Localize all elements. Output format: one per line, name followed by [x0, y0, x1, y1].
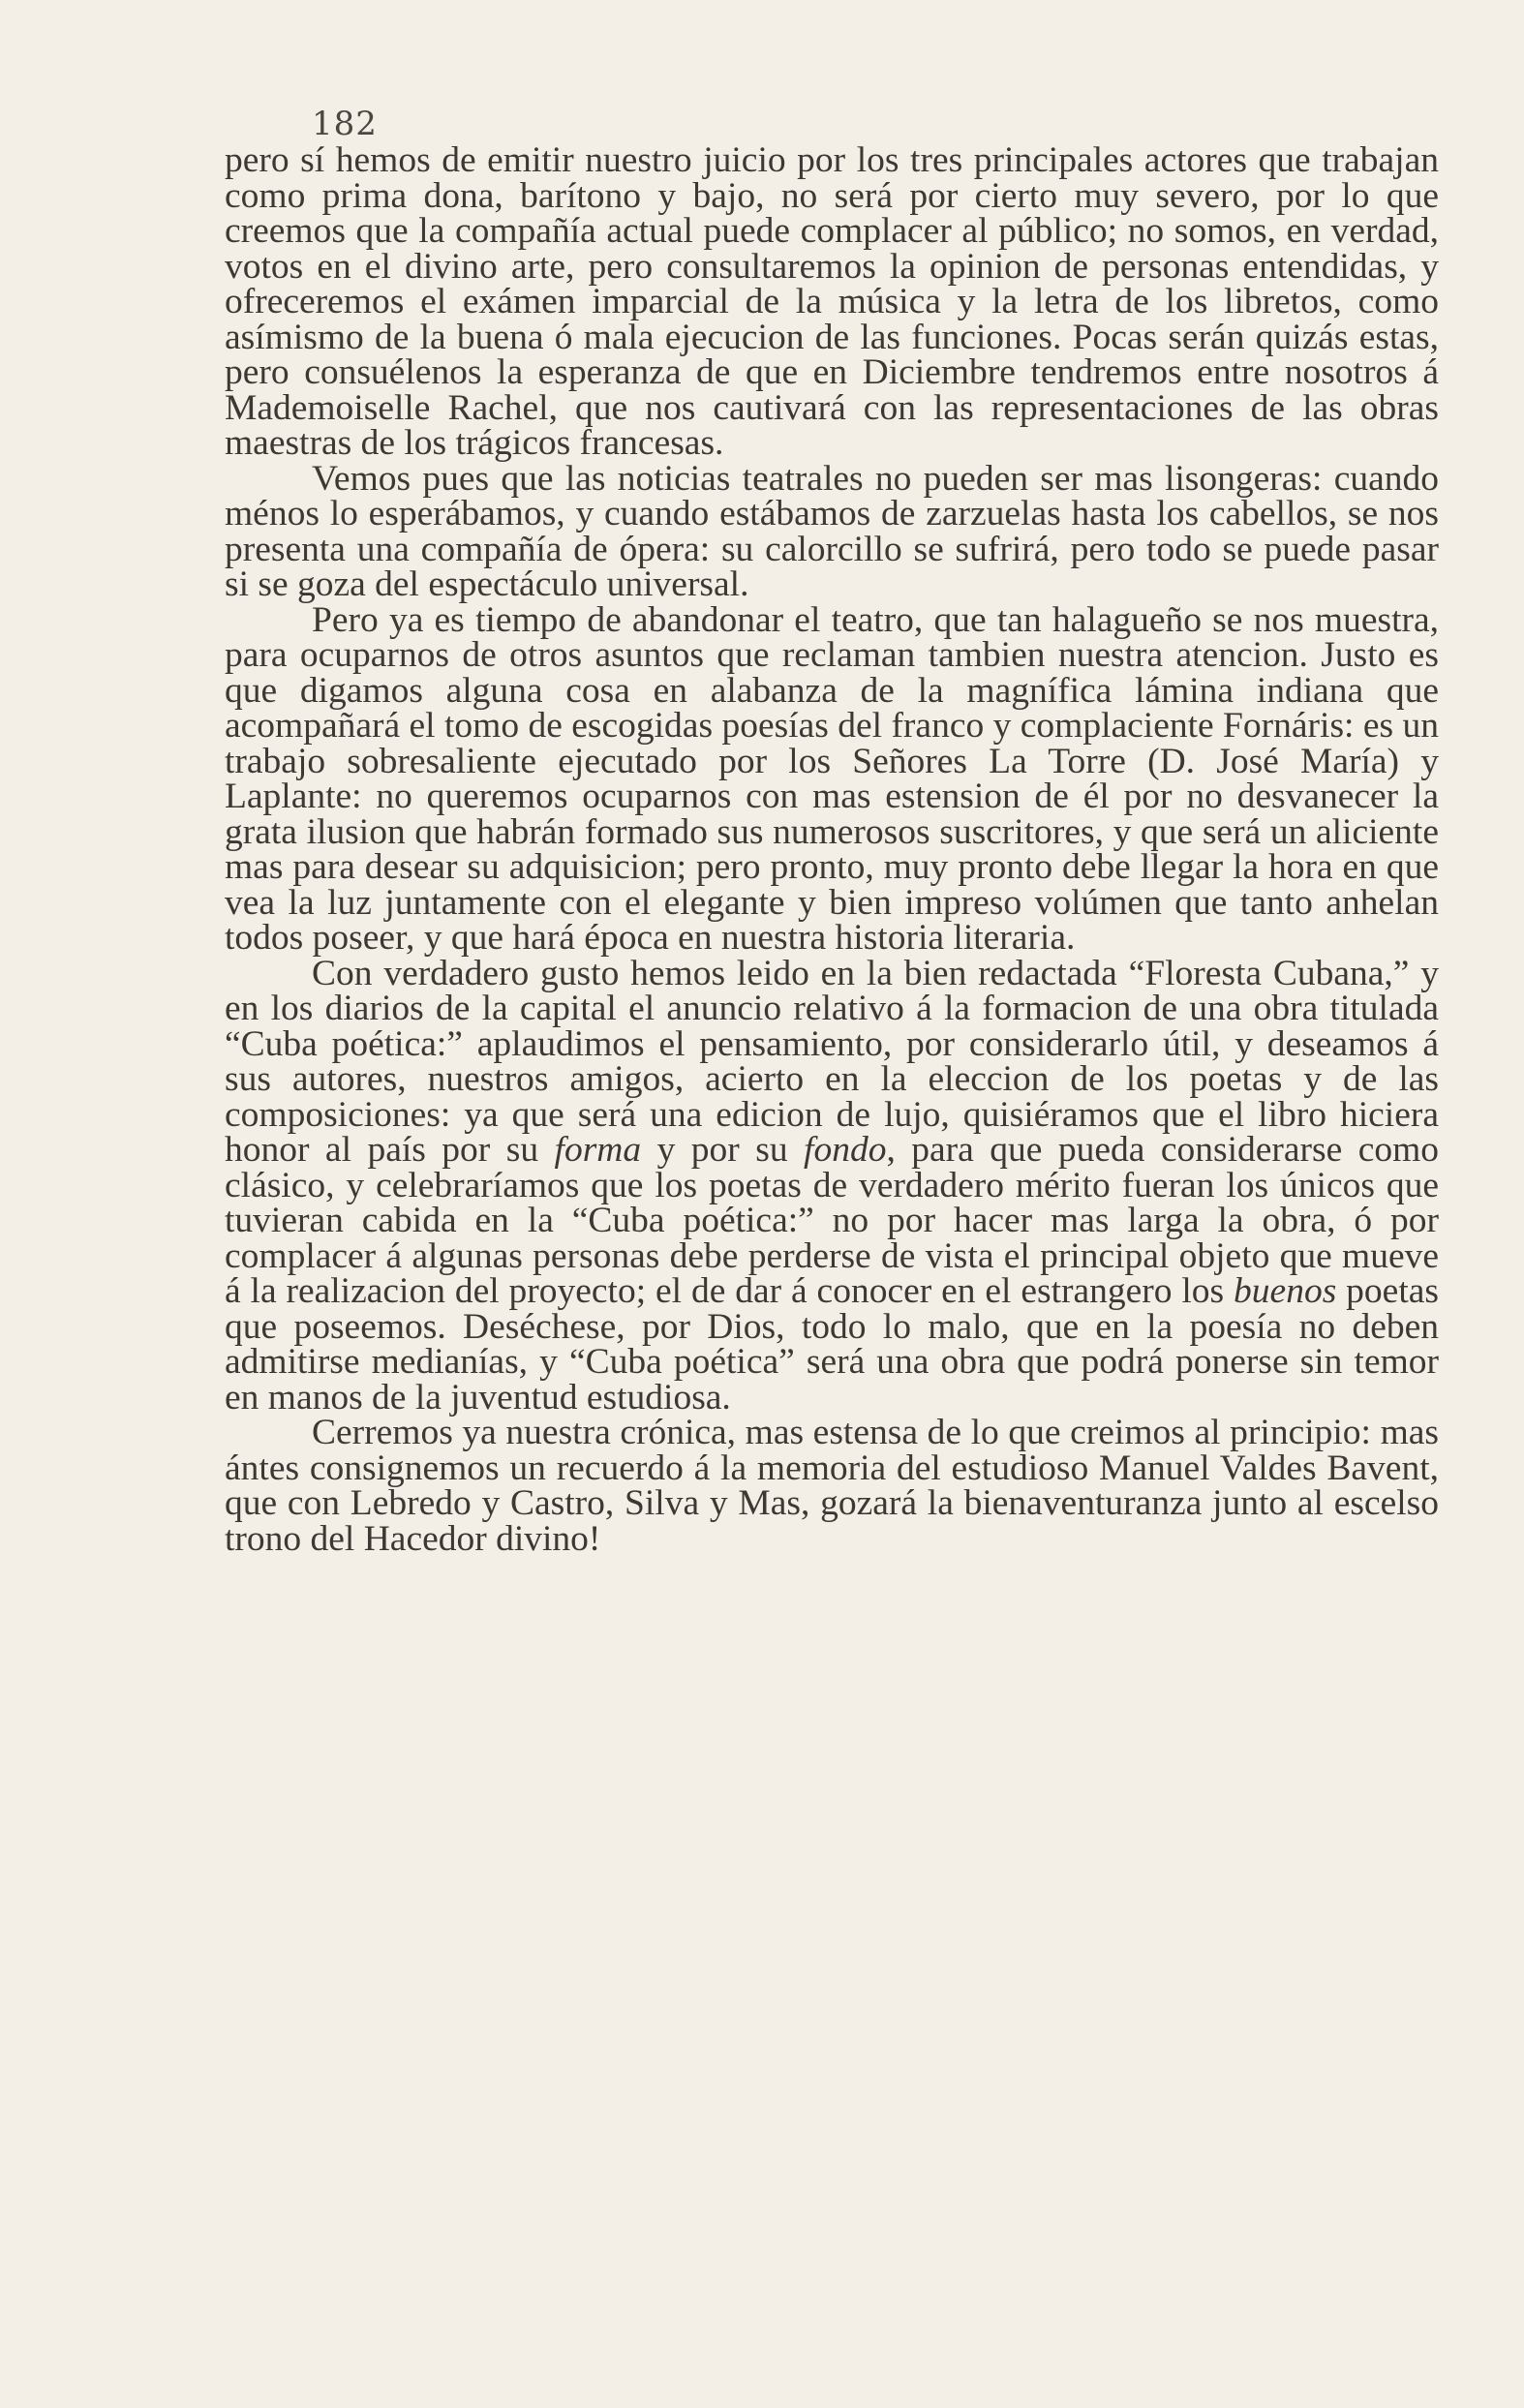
paragraph-2 — [225, 458, 1439, 604]
paragraph-3 — [225, 599, 1439, 958]
text-segment: Vemos pues que las noticias teatrales no pueden ser mas lisongeras: cuando ménos lo esperábamos, y cuando estábamos de zarzuelas hasta los cabellos, se nos presenta una compañía de ópera: su calorcillo se sufrirá, pero todo se puede pasar si se goza del espectáculo universal. — [225, 458, 1439, 604]
text-segment: y por su — [641, 1130, 805, 1170]
text-segment: Cerremos ya nuestra crónica, mas estensa de lo que creimos al principio: mas ántes consignemos un recuerdo á la memoria del estudioso Manuel Valdes Bavent, que con Lebredo y Castro, Silva y Mas, gozará la bienaventuranza junto al escelso trono del Hacedor divino! — [225, 1413, 1439, 1559]
paragraph-4 — [225, 953, 1440, 1417]
italic-text-segment: buenos — [1234, 1271, 1337, 1311]
italic-text-segment: forma — [554, 1130, 642, 1170]
page-number: 182 — [312, 105, 378, 143]
text-segment: Con verdadero gusto hemos leido en la bien redactada “Floresta Cubana,” y en los diarios de la capital el anuncio relativo á la formacion de una obra titulada “Cuba poética:” aplaudimos el pensamiento, por considerarlo útil, y deseamos á sus autores, nuestros amigos, acierto en la eleccion de los poetas y de las composiciones: ya que será una edicion de lujo, quisiéramos que el libro hiciera honor al país por su — [225, 953, 1439, 1170]
italic-text-segment: fondo — [804, 1130, 887, 1170]
paragraph-1 — [225, 140, 1439, 463]
paragraph-5 — [225, 1413, 1439, 1559]
body-text — [225, 140, 1440, 1559]
text-segment: , para que pueda considerarse como clásico, y celebraríamos que los poetas de verdadero mérito fueran los únicos que tuvieran cabida en la “Cuba poética:” no por hacer mas larga la obra, ó por complacer á algunas personas debe perderse de vista el principal objeto que mueve á la realizacion del proyecto; el de dar á conocer en el estrangero los — [225, 1130, 1440, 1311]
text-segment: pero sí hemos de emitir nuestro juicio por los tres principales actores que trabajan como prima dona, barítono y bajo, no será por cierto muy severo, por lo que creemos que la compañía actual puede complacer al público; no somos, en verdad, votos en el divino arte, pero consultaremos la opinion de personas entendidas, y ofreceremos el exámen imparcial de la música y la letra de los libretos, como asímismo de la buena ó mala ejecucion de las funciones. Pocas serán quizás estas, pero consuélenos la esperanza de que en Diciembre tendremos entre nosotros á Mademoiselle Rachel, que nos cautivará con las representaciones de las obras maestras de los trágicos francesas. — [225, 140, 1439, 463]
text-segment: Pero ya es tiempo de abandonar el teatro, que tan halagueño se nos muestra, para ocuparnos de otros asuntos que reclaman tambien nuestra atencion. Justo es que digamos alguna cosa en alabanza de la magnífica lámina indiana que acompañará el tomo de escogidas poesías del franco y complaciente Fornáris: es un trabajo sobresaliente ejecutado por los Señores La Torre (D. José María) y Laplante: no queremos ocuparnos con mas estension de él por no desvanecer la grata ilusion que habrán formado sus numerosos suscritores, y que será un aliciente mas para desear su adquisicion; pero pronto, muy pronto debe llegar la hora en que vea la luz juntamente con el elegante y bien impreso volúmen que tanto anhelan todos poseer, y que hará época en nuestra historia literaria. — [225, 599, 1439, 958]
text-segment: poetas que poseemos. Deséchese, por Dios, todo lo malo, que en la poesía no deben admitirse medianías, y “Cuba poética” será una obra que podrá ponerse sin temor en manos de la juventud estudiosa. — [225, 1271, 1439, 1417]
